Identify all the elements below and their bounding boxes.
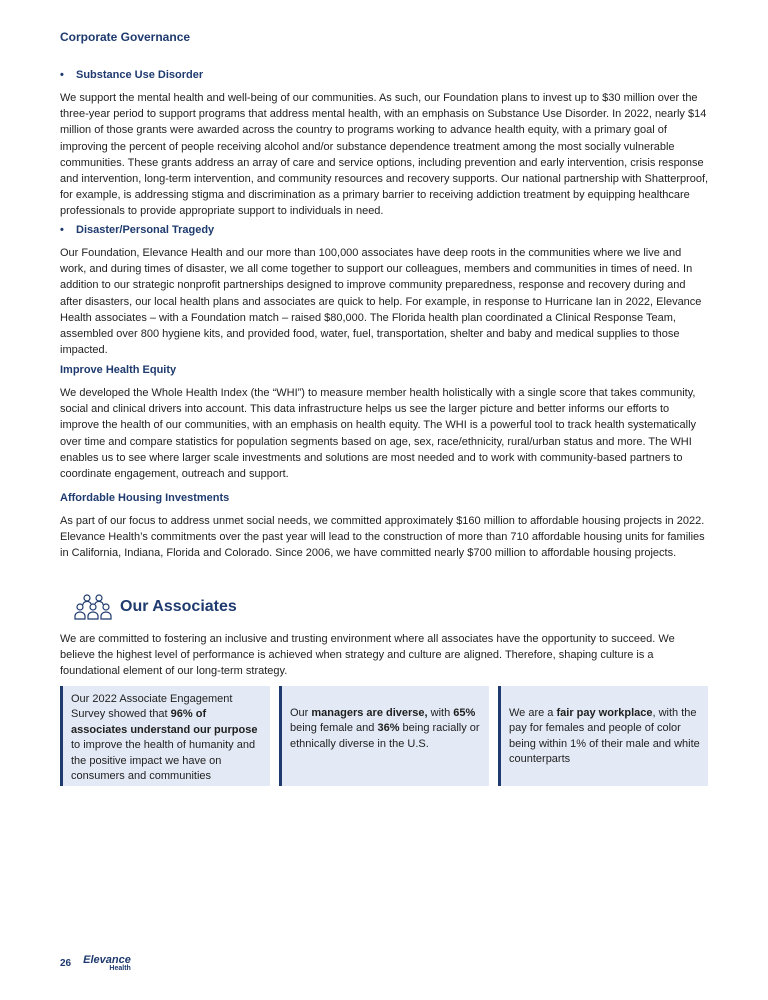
elevance-logo bbox=[83, 955, 131, 972]
associates-heading bbox=[74, 594, 237, 620]
associates-highlight-cards bbox=[60, 686, 708, 786]
card-text: Our 2022 Associate Engagement Survey showed that bbox=[71, 693, 233, 721]
associates-body: We are committed to fostering an inclusive and trusting environment where all associates have the opportunity to succeed. We believe the highest level of performance is achieved when strategy and culture are aligned. Therefore, shaping culture is a foundational element of our long-term strategy. bbox=[60, 633, 675, 678]
section-title-substance-use bbox=[60, 68, 710, 82]
card-highlight: 36% bbox=[377, 722, 400, 735]
page-header-title: Corporate Governance bbox=[60, 30, 191, 44]
card-highlight: managers are diverse, bbox=[311, 707, 428, 719]
bullet: • bbox=[60, 224, 64, 236]
logo-wordmark: Elevance bbox=[83, 954, 131, 966]
highlight-card-engagement bbox=[60, 686, 270, 786]
section-title-affordable-housing: Affordable Housing Investments bbox=[60, 492, 230, 504]
card-highlight: 65% bbox=[453, 707, 476, 719]
card-text: with bbox=[427, 707, 454, 719]
people-group-icon bbox=[74, 594, 112, 620]
page-number: 26 bbox=[60, 958, 72, 969]
section-disaster bbox=[60, 223, 710, 358]
section-affordable-housing bbox=[60, 491, 710, 562]
card-text: , with the pay for females and people of color being within 1% of their male and white counterparts bbox=[509, 707, 700, 766]
section-health-equity bbox=[60, 363, 710, 482]
section-body-health-equity: We developed the Whole Health Index (the “WHI”) to measure member health holistically with a single score that takes community, social and clinical drivers into account. This data infrastructure helps us see the larger picture and better informs our efforts to improve the health of our communities, with an emphasis on health equity. The WHI is a powerful tool to track health systematically over time and compare statistics for population segments based on age, sex, race/ethnicity, rural/urban status and more. The WHI enables us to see where larger scale investments and solutions are most needed and to work with community-based partners to coordinate engagement, outreach and support. bbox=[60, 387, 697, 481]
card-text: to improve the health of humanity and the positive impact we have on consumers and communities bbox=[71, 739, 256, 783]
card-text: We are a bbox=[509, 707, 557, 719]
bullet: • bbox=[60, 69, 64, 81]
logo-subtitle: Health bbox=[109, 965, 131, 972]
associates-title: Our Associates bbox=[120, 598, 237, 615]
section-body-substance-use: We support the mental health and well-being of our communities. As such, our Foundation plans to invest up to $30 million over the three-year period to support programs that address mental health, with an emphasis on Substance Use Disorder. In 2022, nearly $14 million of those grants were awarded across the country to programs working to advance health equity, with a primary goal of improving the percent of people receiving alcohol and/or substance dependence treatment among the most socially vulnerable communities. These grants address an array of care and service options, including prevention and early intervention, crisis response and intervention, long-term intervention, and community resources and recovery supports. Our national partnership with Shatterproof, for example, is addressing stigma and discrimination as a primary barrier to receiving addiction treatment by equipping healthcare professionals to provide appropriate support to individuals in need. bbox=[60, 92, 709, 218]
section-body-disaster: Our Foundation, Elevance Health and our more than 100,000 associates have deep roots in the communities where we live and work, and during times of disaster, we all come together to support our colleagues, members and communities in times of need. In addition to our strategic nonprofit partnerships designed to improve community preparedness, response and recovery during and after disasters, our local health plans and associates are quick to help. For example, in response to Hurricane Ian in 2022, Elevance Health associates – with a Foundation match – raised $80,000. The Florida health plan coordinated a Clinical Response Team, assembled over 800 hygiene kits, and provided food, water, fuel, transportation, shelter and baby and medical supplies to those impacted. bbox=[60, 247, 702, 357]
section-title-disaster bbox=[60, 223, 710, 237]
highlight-card-diversity bbox=[279, 686, 489, 786]
card-text: being female and bbox=[290, 722, 378, 735]
section-title-text: Substance Use Disorder bbox=[76, 69, 204, 81]
section-substance-use bbox=[60, 68, 710, 220]
section-title-health-equity: Improve Health Equity bbox=[60, 364, 177, 376]
section-title-text: Disaster/Personal Tragedy bbox=[76, 224, 215, 236]
card-highlight: 96% of associates understand our purpose bbox=[71, 708, 258, 736]
section-body-affordable-housing: As part of our focus to address unmet social needs, we committed approximately $160 million to affordable housing projects in 2022. Elevance Health’s commitments over the past year will lead to the construction of more than 710 affordable housing units for families in California, Indiana, Florida and Colorado. Since 2006, we have committed nearly $700 million to affordable housing projects. bbox=[60, 515, 705, 560]
highlight-card-fair-pay bbox=[498, 686, 708, 786]
card-text: Our bbox=[290, 707, 312, 719]
card-text: being racially or ethnically diverse in the U.S. bbox=[290, 722, 480, 750]
card-highlight: fair pay workplace bbox=[556, 707, 653, 719]
page-footer bbox=[60, 955, 131, 972]
